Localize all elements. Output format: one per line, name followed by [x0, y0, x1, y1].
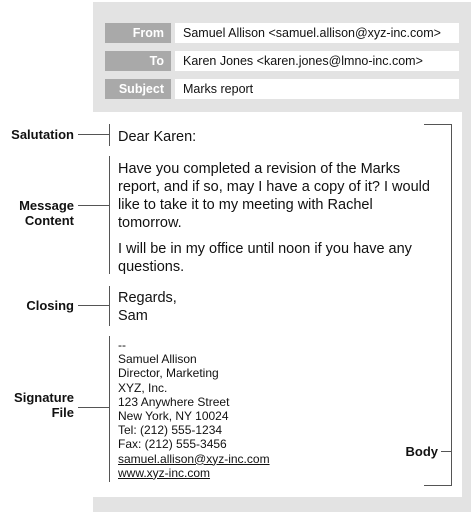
closing-connector [78, 305, 109, 306]
body-callout: Body [405, 444, 438, 459]
closing-line: Regards, [118, 290, 177, 306]
closing-bracket [109, 286, 110, 326]
subject-field[interactable]: Marks report [175, 79, 459, 99]
subject-label: Subject [105, 79, 171, 99]
signature-block [118, 338, 270, 480]
to-field[interactable]: Karen Jones <karen.jones@lmno-inc.com> [175, 51, 459, 71]
signature-file-callout [0, 390, 74, 420]
message-line: like to take it to my meeting with Rachel [118, 197, 373, 213]
body-bracket [451, 124, 452, 486]
message-content-bracket [109, 156, 110, 274]
callout-line: File [51, 405, 74, 420]
salutation-callout: Salutation [11, 127, 74, 142]
salutation-bracket [109, 124, 110, 146]
closing-callout: Closing [26, 298, 74, 313]
message-line: Have you completed a revision of the Marks [118, 161, 401, 177]
body-connector [441, 451, 451, 452]
message-paragraph-2 [118, 240, 412, 276]
body-bracket-bottom [424, 485, 452, 486]
to-label: To [105, 51, 171, 71]
signature-title: Director, Marketing [118, 366, 219, 381]
signature-city: New York, NY 10024 [118, 409, 229, 424]
callout-line: Signature [14, 390, 74, 405]
signature-separator: -- [118, 338, 126, 352]
body-bracket-top [424, 124, 452, 125]
signature-fax: Fax: (212) 555-3456 [118, 437, 227, 452]
signature-tel: Tel: (212) 555-1234 [118, 423, 223, 438]
closing-text [118, 289, 177, 325]
message-content-connector [78, 205, 109, 206]
message-content-callout [0, 198, 74, 228]
message-paragraph-1 [118, 160, 430, 232]
from-field[interactable]: Samuel Allison <samuel.allison@xyz-inc.com> [175, 23, 459, 43]
message-line: questions. [118, 259, 185, 275]
signature-street: 123 Anywhere Street [118, 394, 230, 409]
signature-name: Samuel Allison [118, 352, 197, 367]
message-line: report, and if so, may I have a copy of it? I would [118, 179, 430, 195]
message-line: I will be in my office until noon if you have any [118, 241, 412, 257]
signature-connector [78, 407, 109, 408]
salutation-connector [78, 134, 109, 135]
signature-company: XYZ, Inc. [118, 380, 168, 395]
callout-line: Message [19, 198, 74, 213]
salutation-text: Dear Karen: [118, 129, 197, 145]
message-line: tomorrow. [118, 215, 182, 231]
signature-email-link[interactable]: samuel.allison@xyz-inc.com [118, 451, 270, 466]
signature-website-link[interactable]: www.xyz-inc.com [118, 465, 211, 480]
signature-bracket [109, 336, 110, 482]
from-label: From [105, 23, 171, 43]
callout-line: Content [24, 213, 74, 228]
closing-line: Sam [118, 308, 148, 324]
